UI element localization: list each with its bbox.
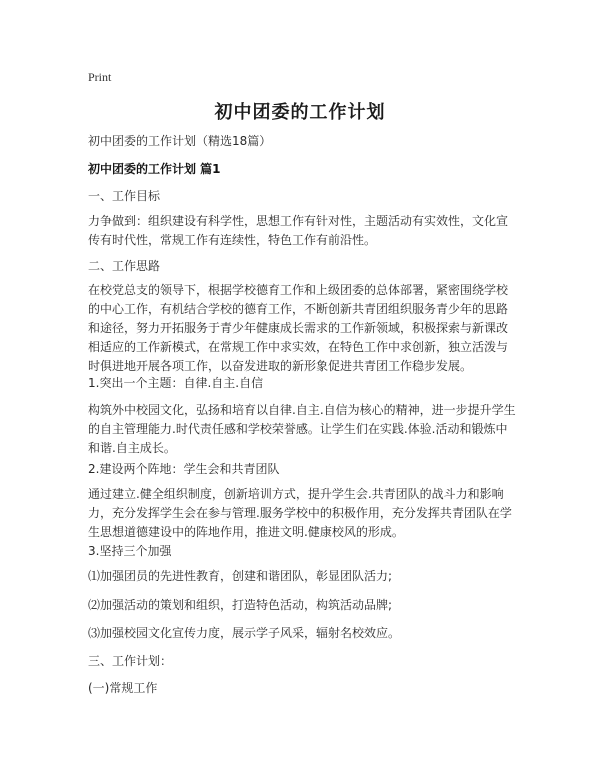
- heading-routine: (一)常规工作: [88, 681, 158, 695]
- section-title: 初中团委的工作计划 篇1: [88, 162, 221, 176]
- paragraph-idea: 在校党总支的领导下，根据学校德育工作和上级团委的总体部署，紧密围绕学校的中心工作，有机结合学校的德育工作，不断创新共青团组织服务青少年的思路和途径，努力开拓服务于青少年健康成长需求的工作新领域，积极探索与新课改相适应的工作新模式，在常规工作中求实效，在特色工作中求创新，独立活泼与时俱进地开展各项工作，以奋发进取的新形象促进共青团工作稳步发展。: [88, 283, 509, 373]
- heading-plan: 三、工作计划：: [88, 654, 173, 668]
- document-subtitle: 初中团委的工作计划（精选18篇）: [88, 134, 272, 148]
- print-label: Print: [88, 70, 112, 84]
- heading-theme: 1.突出一个主题：自律.自主.自信: [88, 376, 264, 390]
- paragraph-theme: 构筑外中校园文化，弘扬和培育以自律.自主.自信为核心的精神，进一步提升学生的自主管理能力.时代责任感和学校荣誉感。让学生们在实践.体验.活动和锻炼中和谐.自主成长。: [88, 403, 516, 455]
- list-item-1: ⑴加强团员的先进性教育，创建和谐团队，彰显团队活力;: [88, 569, 393, 583]
- paragraph-front: 通过建立.健全组织制度，创新培训方式，提升学生会.共青团队的战斗力和影响力，充分发挥学生会在参与管理.服务学校中的积极作用，充分发挥共青团队在学生思想道德建设中的阵地作用，推进文明.健康校风的形成。: [88, 487, 512, 539]
- list-item-2: ⑵加强活动的策划和组织，打造特色活动，构筑活动品牌;: [88, 598, 393, 612]
- heading-idea: 二、工作思路: [88, 259, 161, 273]
- heading-front: 2.建设两个阵地：学生会和共青团队: [88, 462, 280, 476]
- page-title: 初中团委的工作计划: [214, 102, 386, 123]
- list-item-3: ⑶加强校园文化宣传力度，展示学子风采，辐射名校效应。: [88, 626, 401, 640]
- heading-three: 3.坚持三个加强: [88, 544, 172, 558]
- paragraph-goal: 力争做到：组织建设有科学性，思想工作有针对性，主题活动有实效性，文化宣传有时代性，常规工作有连续性，特色工作有前沿性。: [88, 214, 509, 247]
- heading-goal: 一、工作目标: [88, 189, 161, 203]
